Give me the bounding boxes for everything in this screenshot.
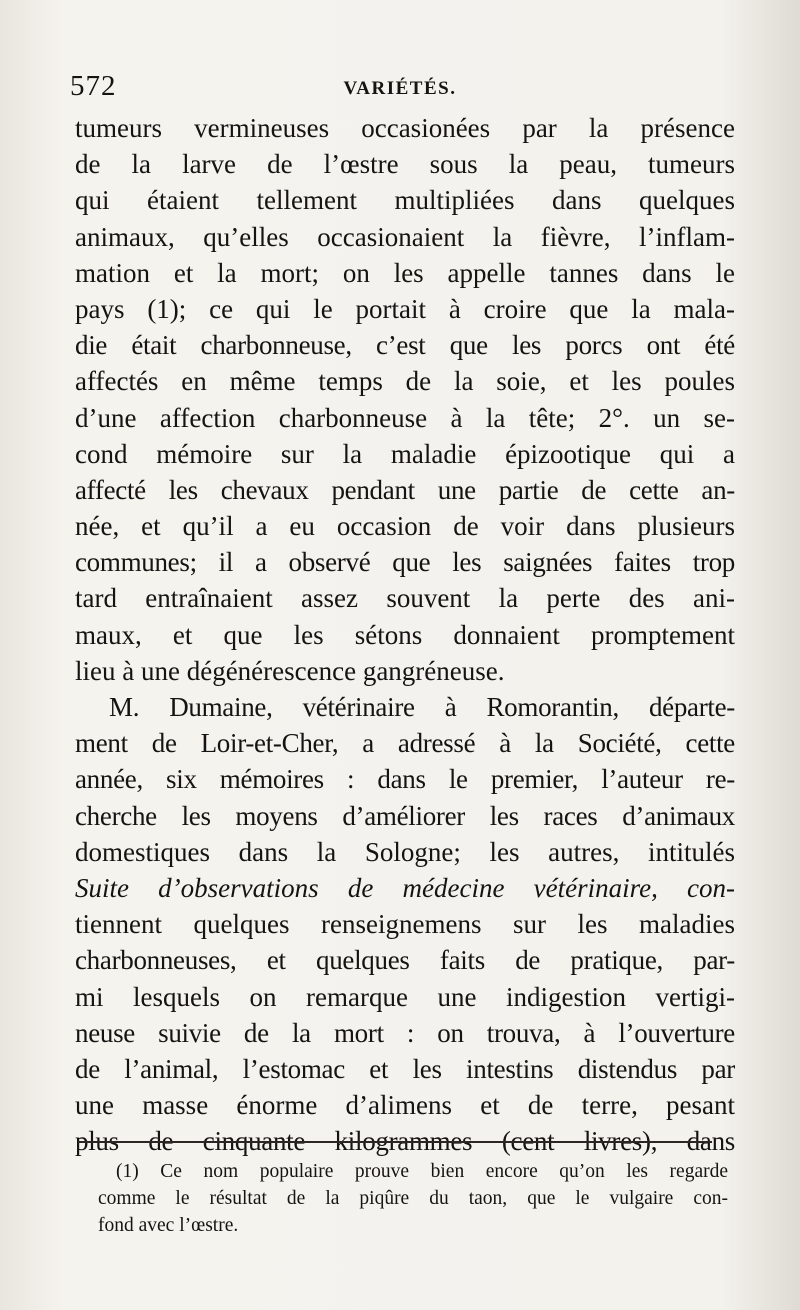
text-line: plus de cinquante kilogrammes (cent livres), dans xyxy=(75,1126,735,1157)
text-line: d’une affection charbonneuse à la tête; 2°. un se- xyxy=(75,402,735,433)
text-line: née, et qu’il a eu occasion de voir dans plusieurs xyxy=(75,511,735,542)
text-line: qui étaient tellement multipliées dans quelques xyxy=(75,185,735,216)
text-line: animaux, qu’elles occasionaient la fièvre, l’inflam- xyxy=(75,221,735,252)
text-line: tumeurs vermineuses occasionées par la présence xyxy=(75,113,735,143)
text-line: pays (1); ce qui le portait à croire que la mala- xyxy=(75,293,735,324)
footnote-rule xyxy=(78,1141,712,1143)
text-line: Suite d’observations de médecine vétérinaire, con- xyxy=(75,872,735,903)
text-line: die était charbonneuse, c’est que les porcs ont été xyxy=(75,330,735,361)
text-line: ment de Loir-et-Cher, a adressé à la Société, cette xyxy=(75,728,735,759)
text-line: neuse suivie de la mort : on trouva, à l’ouverture xyxy=(75,1017,735,1048)
text-line: mi lesquels on remarque une indigestion vertigi- xyxy=(75,981,735,1012)
text-line: tiennent quelques renseignemens sur les maladies xyxy=(75,909,735,940)
text-line: communes; il a observé que les saignées faites trop xyxy=(75,547,735,578)
text-line: maux, et que les sétons donnaient promptement xyxy=(75,619,735,650)
page-number: 572 xyxy=(70,70,117,102)
footnote xyxy=(98,1158,728,1239)
text-line: charbonneuses, et quelques faits de pratique, par- xyxy=(75,945,735,976)
text-line: affecté les chevaux pendant une partie de cette an- xyxy=(75,474,735,505)
text-line: cond mémoire sur la maladie épizootique qui a xyxy=(75,438,735,469)
text-line: de la larve de l’œstre sous la peau, tumeurs xyxy=(75,149,735,180)
text-line: tard entraînaient assez souvent la perte des ani- xyxy=(75,583,735,614)
running-head: VARIÉTÉS. xyxy=(343,78,457,99)
text-line: cherche les moyens d’améliorer les races d’animaux xyxy=(75,800,735,831)
paragraph-2 xyxy=(75,689,735,1159)
text-line: une masse énorme d’alimens et de terre, pesant xyxy=(75,1090,735,1121)
text-line: année, six mémoires : dans le premier, l’auteur re- xyxy=(75,764,735,795)
text-line: affectés en même temps de la soie, et les poules xyxy=(75,366,735,397)
text-line: mation et la mort; on les appelle tannes dans le xyxy=(75,257,735,288)
text-line: M. Dumaine, vétérinaire à Romorantin, départe- xyxy=(109,692,735,722)
footnote-line: (1) Ce nom populaire prouve bien encore qu’on les regarde xyxy=(116,1161,728,1182)
text-line: de l’animal, l’estomac et les intestins distendus par xyxy=(75,1053,735,1084)
text-line: domestiques dans la Sologne; les autres, intitulés xyxy=(75,836,735,867)
text-line: lieu à une dégénérescence gangréneuse. xyxy=(75,655,505,686)
footnote-line: fond avec l’œstre. xyxy=(98,1215,239,1236)
page-header xyxy=(70,70,730,110)
footnote-line: comme le résultat de la piqûre du taon, que le vulgaire con- xyxy=(98,1188,728,1209)
paragraph-1 xyxy=(75,110,735,689)
page-body xyxy=(75,110,735,1159)
